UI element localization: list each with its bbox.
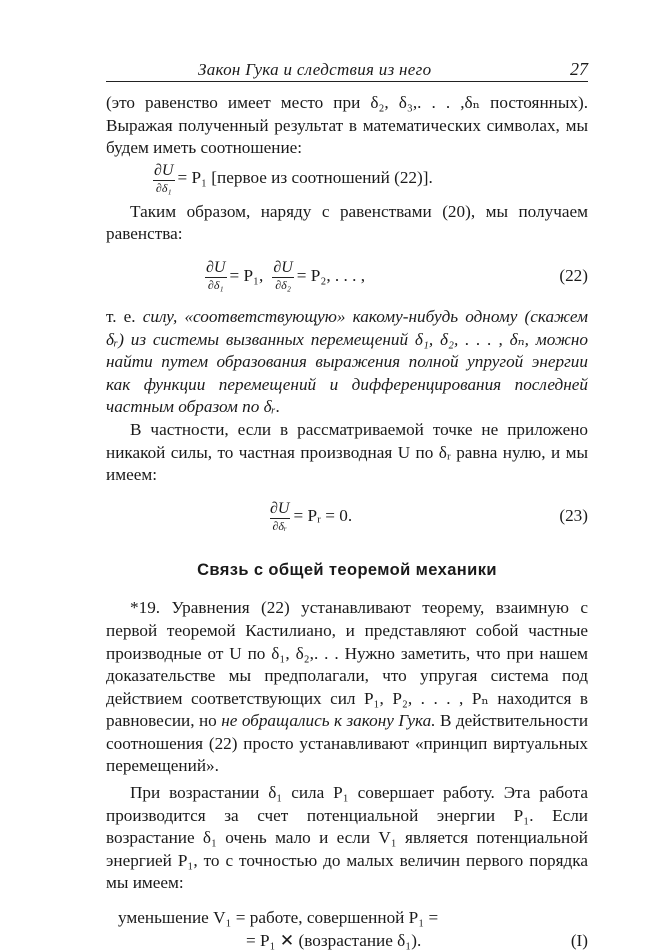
fraction-denominator: ∂δᵣ <box>270 518 290 533</box>
paragraph-3-lead: т. е. <box>106 306 136 326</box>
fraction-numerator: ∂U <box>206 259 226 277</box>
equation-number: (23) <box>559 506 588 526</box>
formula-rhs-1: = P₁, <box>229 265 264 285</box>
paragraph-1: (это равенство имеет место при δ₂, δ₃,. . . ,δₙ постоянных). Выражая полученный результат в математических символах, мы будем иметь соотношение: <box>106 93 588 158</box>
paragraph-3-italic: силу, «соответствующую» какому-нибудь одному (скажем δᵣ) из системы вызванных перемещений δ₁, δ₂, . . . , δₙ, можно найти путем образования выражения полной упругой энергии как функции перемещений и дифференцирования последней частным образом по δᵣ. <box>106 306 588 417</box>
running-head-title: Закон Гука и следствия из него <box>198 60 432 79</box>
formula-rhs-2: = P₂, . . . , <box>296 265 365 285</box>
paragraph-2: Таким образом, наряду с равенствами (20), мы получаем равенства: <box>106 201 588 244</box>
fraction-denominator: ∂δ₂ <box>272 277 294 292</box>
formula-first-relation <box>106 162 588 195</box>
paragraph-5-part-a: *19. Уравнения (22) устанавливают теорему, взаимную с первой теоремой Кастилиано, и представляют собой частные производные от U по δ₁, δ₂,. . . Нужно заметить, что при нашем доказательстве мы предполагали, что упругая система под действием соответствующих сил P₁, P₂, . . . , Pₙ находится в равновесии, но <box>106 598 588 731</box>
formula-22 <box>106 256 588 296</box>
paragraph-4: В частности, если в рассматриваемой точке не приложено никакой силы, то частная производная U по δᵣ равна нулю, и мы имеем: <box>106 419 588 485</box>
fraction-numerator: ∂U <box>270 500 290 518</box>
formula-I-line-1: уменьшение V₁ = работе, совершенной P₁ = <box>118 908 439 928</box>
formula-I <box>106 907 588 952</box>
paragraph-3 <box>106 306 588 419</box>
fraction-numerator: ∂U <box>273 259 293 277</box>
fraction <box>152 162 175 195</box>
formula-23 <box>106 497 588 537</box>
page-number: 27 <box>570 59 588 79</box>
fraction-denominator: ∂δ₁ <box>205 277 227 292</box>
fraction <box>268 500 291 533</box>
paragraph-5-italic: не обращались к закону Гука. <box>221 711 436 731</box>
running-head <box>106 58 588 82</box>
fraction-1 <box>204 259 227 292</box>
paragraph-6: При возрастании δ₁ сила P₁ совершает работу. Эта работа производится за счет потенциальной энергии P₁. Если возрастание δ₁ очень мало и если V₁ является потенциальной энергией P₁, то с точностью до малых величин первого порядка мы имеем: <box>106 783 588 893</box>
formula-rhs: = P₁ [первое из соотношений (22)]. <box>177 167 433 187</box>
paragraph-5-part-b: В действительности соотношения (22) просто устанавливают «принцип виртуальных перемещений». <box>106 711 589 776</box>
formula-I-line-2: = P₁ ✕ (возрастание δ₁). <box>246 930 422 950</box>
fraction-denominator: ∂δ₁ <box>153 180 175 195</box>
section-title: Связь с общей теоремой механики <box>197 560 497 579</box>
formula-rhs: = Pᵣ = 0. <box>293 506 353 526</box>
fraction-numerator: ∂U <box>154 161 174 179</box>
page <box>106 58 588 952</box>
paragraph-5 <box>106 597 588 778</box>
equation-number: (22) <box>559 265 588 285</box>
fraction-2 <box>271 259 294 292</box>
equation-number: (I) <box>570 930 588 950</box>
